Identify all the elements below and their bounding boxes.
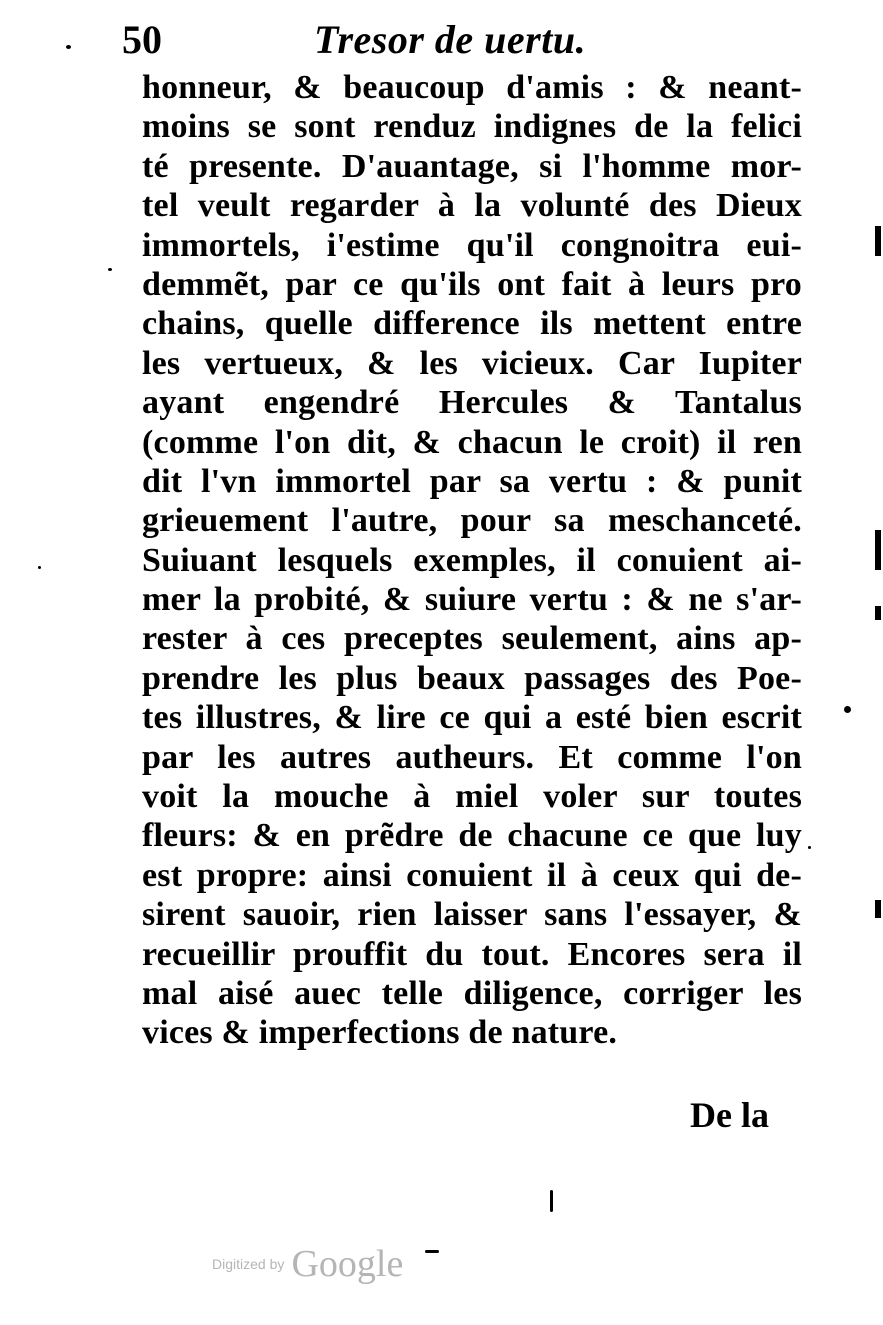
text-line: moins se sont renduz indignes de la felici: [142, 108, 802, 146]
text-line: (comme l'on dit, & chacun le croit) il ren: [142, 423, 802, 461]
text-line: mer la probité, & suiure vertu : & ne s'ar-: [142, 581, 802, 619]
text-line: dit l'vn immortel par sa vertu : & punit: [142, 462, 802, 500]
text-line: sirent sauoir, rien laisser sans l'essayer, &: [142, 896, 802, 934]
page-edge-mark: [875, 606, 881, 620]
ink-speck: [108, 268, 112, 271]
text-line: rester à ces preceptes seulement, ains ap-: [142, 620, 802, 658]
text-line: té presente. D'auantage, si l'homme mor-: [142, 147, 802, 185]
text-line: fleurs: & en prẽdre de chacune ce que luy: [142, 817, 802, 855]
text-line: est propre: ainsi conuient il à ceux qui de-: [142, 856, 802, 894]
text-line: les vertueux, & les vicieux. Car Iupiter: [142, 344, 802, 382]
page-edge-mark: [875, 900, 881, 918]
ink-speck: [808, 846, 811, 849]
text-line: par les autres autheurs. Et comme l'on: [142, 738, 802, 776]
catchword: De la: [690, 1095, 769, 1135]
text-line: mal aisé auec telle diligence, corriger les: [142, 974, 802, 1012]
watermark-prefix: Digitized by: [212, 1256, 285, 1272]
digitization-watermark: [212, 1242, 403, 1286]
text-line: prendre les plus beaux passages des Poe-: [142, 659, 802, 697]
text-line: grieuement l'autre, pour sa meschanceté.: [142, 502, 802, 540]
text-line: tel veult regarder à la volunté des Dieux: [142, 187, 802, 225]
ink-speck: [844, 706, 851, 713]
watermark-logo: Google: [291, 1243, 404, 1285]
body-text: [142, 68, 802, 1053]
page-header: [118, 14, 818, 64]
text-line: ayant engendré Hercules & Tantalus: [142, 384, 802, 422]
running-title: Tresor de uertu.: [314, 17, 587, 62]
page-edge-mark: [875, 530, 881, 570]
page-number: 50: [122, 17, 162, 62]
text-line: vices & imperfections de nature.: [142, 1014, 618, 1052]
text-line: chains, quelle difference ils mettent entre: [142, 305, 802, 343]
ink-speck: [38, 566, 41, 569]
text-line: recueillir prouffit du tout. Encores sera il: [142, 935, 802, 973]
text-line: Suiuant lesquels exemples, il conuient ai-: [142, 541, 802, 579]
text-line: tes illustres, & lire ce qui a esté bien escrit: [142, 699, 802, 737]
text-line: immortels, i'estime qu'il congnoitra eui-: [142, 226, 802, 264]
ink-speck: [550, 1190, 553, 1212]
text-line: demmẽt, par ce qu'ils ont fait à leurs pro: [142, 265, 802, 303]
ink-speck: [425, 1250, 439, 1253]
text-line: honneur, & beaucoup d'amis : & neant-: [142, 69, 802, 106]
text-line: voit la mouche à miel voler sur toutes: [142, 778, 802, 816]
ink-speck: [66, 45, 71, 49]
page-edge-mark: [875, 226, 881, 256]
